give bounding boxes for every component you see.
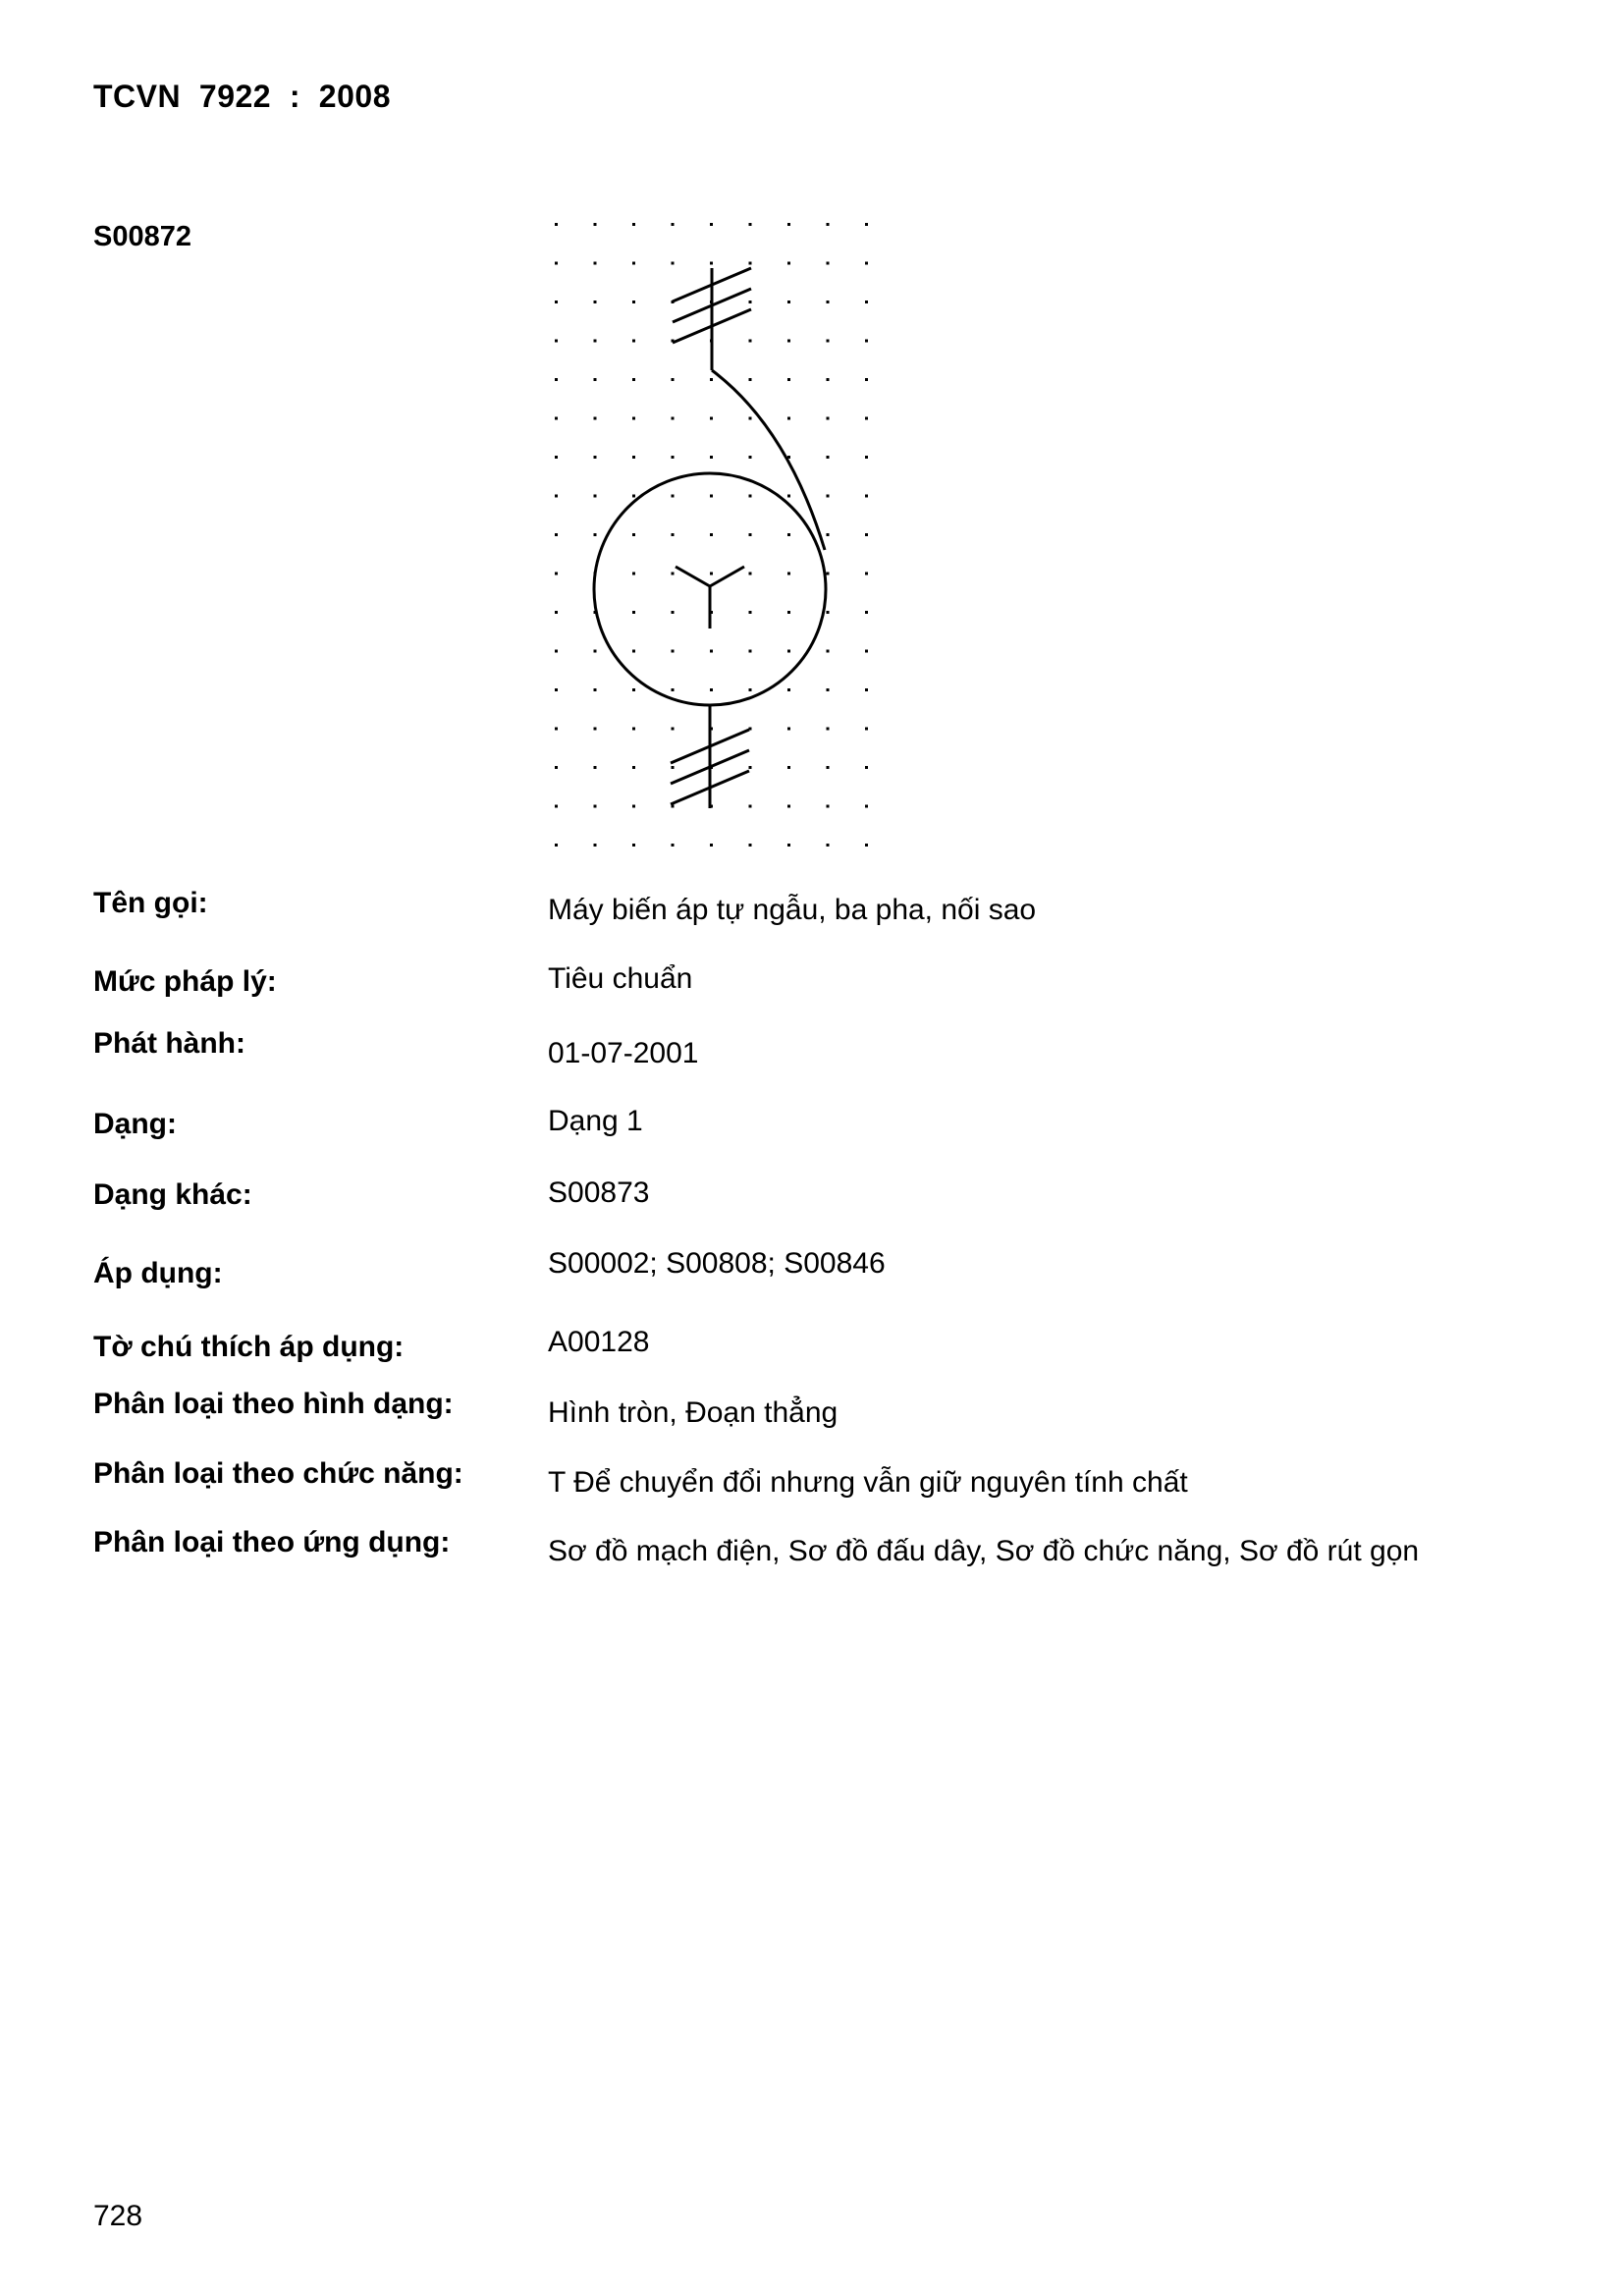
grid-dot [827, 495, 830, 498]
grid-dot [594, 805, 597, 808]
grid-dot [710, 844, 713, 847]
grid-dot [672, 262, 675, 265]
grid-dot [710, 573, 713, 575]
grid-dot [632, 378, 635, 381]
grid-dot [749, 262, 752, 265]
symbol-code: S00872 [93, 221, 191, 252]
grid-dot [827, 417, 830, 420]
grid-dot [672, 650, 675, 653]
grid-dot [749, 533, 752, 536]
grid-dot [710, 495, 713, 498]
field-name-value: Máy biến áp tự ngẫu, ba pha, nối sao [548, 894, 1037, 926]
grid-dot [594, 688, 597, 691]
grid-dot [865, 456, 868, 459]
grid-dot [632, 844, 635, 847]
field-other-form-label: Dạng khác: [93, 1178, 252, 1211]
field-application-class-label: Phân loại theo ứng dụng: [93, 1526, 451, 1558]
grid-dot [555, 533, 558, 536]
grid-dot [672, 417, 675, 420]
grid-dot [555, 805, 558, 808]
grid-dot [555, 844, 558, 847]
grid-dot [787, 766, 790, 769]
grid-dot [749, 844, 752, 847]
grid-dot [827, 611, 830, 614]
grid-dot [865, 262, 868, 265]
grid-dot [827, 573, 830, 575]
grid-dot [555, 766, 558, 769]
page-header-title: TCVN 7922 : 2008 [93, 79, 391, 114]
grid-dot [865, 650, 868, 653]
grid-dot [865, 573, 868, 575]
grid-dot [865, 766, 868, 769]
grid-dot [827, 805, 830, 808]
grid-dot [787, 262, 790, 265]
grid-dot [865, 805, 868, 808]
grid-dot [749, 223, 752, 226]
grid-dot [594, 728, 597, 731]
grid-dot [672, 844, 675, 847]
grid-dot [672, 456, 675, 459]
grid-dot [827, 301, 830, 303]
grid-dot [672, 688, 675, 691]
field-function-class-value: T Để chuyển đổi nhưng vẫn giữ nguyên tính chất [548, 1466, 1188, 1499]
grid-dot [827, 728, 830, 731]
field-shape-class-value: Hình tròn, Đoạn thẳng [548, 1396, 839, 1429]
field-annotation-sheet-value: A00128 [548, 1326, 650, 1358]
grid-dot [632, 340, 635, 343]
grid-dot [594, 262, 597, 265]
grid-dot [865, 728, 868, 731]
grid-dot [672, 495, 675, 498]
field-shape-class-label: Phân loại theo hình dạng: [93, 1388, 454, 1420]
grid-dot [749, 688, 752, 691]
grid-dot [632, 650, 635, 653]
grid-dot [594, 223, 597, 226]
grid-dot [672, 766, 675, 769]
grid-dot [710, 533, 713, 536]
grid-dot [710, 456, 713, 459]
grid-dot [865, 378, 868, 381]
grid-dot [787, 650, 790, 653]
grid-dot [555, 378, 558, 381]
grid-dot [555, 650, 558, 653]
grid-dot [827, 262, 830, 265]
field-name-label: Tên gọi: [93, 887, 208, 919]
grid-dot [672, 533, 675, 536]
grid-dot [749, 301, 752, 303]
grid-dot [865, 688, 868, 691]
grid-dot [787, 340, 790, 343]
autotransformer-symbol-icon [594, 268, 826, 808]
field-other-form-value: S00873 [548, 1176, 650, 1209]
grid-dot [749, 456, 752, 459]
grid-dot [827, 378, 830, 381]
grid-dot [555, 688, 558, 691]
grid-dot [632, 805, 635, 808]
grid-dot [749, 495, 752, 498]
grid-dot [749, 766, 752, 769]
grid-dot [594, 495, 597, 498]
grid-dot [594, 378, 597, 381]
grid-dot [827, 650, 830, 653]
grid-dot [787, 378, 790, 381]
grid-dot [555, 262, 558, 265]
grid-dot [710, 417, 713, 420]
grid-dot [787, 533, 790, 536]
grid-dot [710, 262, 713, 265]
grid-dot [632, 301, 635, 303]
grid-dot [827, 223, 830, 226]
grid-dot [672, 223, 675, 226]
grid-dot [827, 456, 830, 459]
grid-dot [749, 378, 752, 381]
star-right-arm [710, 567, 744, 586]
field-issued-value: 01-07-2001 [548, 1037, 699, 1069]
grid-dot [865, 223, 868, 226]
grid-dot [787, 728, 790, 731]
grid-dot [555, 223, 558, 226]
grid-dot [865, 533, 868, 536]
grid-dot [632, 533, 635, 536]
grid-dot [555, 456, 558, 459]
grid-dot [632, 766, 635, 769]
field-annotation-sheet-label: Tờ chú thích áp dụng: [93, 1331, 405, 1363]
grid-dot [749, 650, 752, 653]
grid-dot [865, 844, 868, 847]
field-application-class-value: Sơ đồ mạch điện, Sơ đồ đấu dây, Sơ đồ chức năng, Sơ đồ rút gọn [548, 1535, 1420, 1567]
grid-dot [827, 766, 830, 769]
field-form-label: Dạng: [93, 1108, 177, 1140]
grid-dot [710, 688, 713, 691]
grid-dot [749, 573, 752, 575]
grid-dot [632, 262, 635, 265]
auto-tap-curve [712, 370, 825, 550]
grid-dot [787, 417, 790, 420]
grid-dot [632, 223, 635, 226]
star-left-arm [676, 567, 710, 586]
grid-dot [865, 417, 868, 420]
grid-dot [865, 611, 868, 614]
grid-dot [594, 766, 597, 769]
field-apply-value: S00002; S00808; S00846 [548, 1247, 886, 1280]
grid-dot [865, 495, 868, 498]
grid-dot [787, 223, 790, 226]
grid-dot [787, 844, 790, 847]
grid-dot [632, 688, 635, 691]
grid-dot [672, 728, 675, 731]
grid-dot [555, 728, 558, 731]
grid-dot [632, 456, 635, 459]
grid-dot [594, 456, 597, 459]
field-legal-level-value: Tiêu chuẩn [548, 962, 693, 995]
grid-dot [632, 417, 635, 420]
grid-dot [827, 844, 830, 847]
grid-dot [749, 611, 752, 614]
grid-dot [594, 340, 597, 343]
grid-dot [787, 301, 790, 303]
grid-dot [827, 688, 830, 691]
grid-dot [555, 495, 558, 498]
grid-dot [594, 650, 597, 653]
grid-dot [865, 340, 868, 343]
field-issued-label: Phát hành: [93, 1027, 245, 1060]
grid-dot [787, 495, 790, 498]
grid-dot [594, 844, 597, 847]
field-legal-level-label: Mức pháp lý: [93, 965, 277, 998]
grid-dot [710, 223, 713, 226]
grid-dot [555, 417, 558, 420]
grid-dot [749, 340, 752, 343]
grid-dot [787, 688, 790, 691]
grid-dot [787, 573, 790, 575]
grid-dot [749, 805, 752, 808]
grid-dot [672, 573, 675, 575]
field-apply-label: Áp dụng: [93, 1257, 223, 1289]
grid-dot [787, 805, 790, 808]
grid-dot [555, 611, 558, 614]
grid-dot [594, 533, 597, 536]
grid-dot [555, 301, 558, 303]
page-number: 728 [93, 2200, 143, 2232]
field-function-class-label: Phân loại theo chức năng: [93, 1457, 463, 1490]
field-form-value: Dạng 1 [548, 1105, 643, 1137]
grid-dot [555, 573, 558, 575]
symbol-figure [530, 201, 903, 869]
grid-dot [632, 573, 635, 575]
grid-dot [632, 728, 635, 731]
grid-dot [749, 417, 752, 420]
grid-dot [594, 417, 597, 420]
grid-dot [787, 611, 790, 614]
grid-dot [710, 650, 713, 653]
grid-dot [594, 301, 597, 303]
grid-dot [632, 495, 635, 498]
grid-dot [865, 301, 868, 303]
grid-dot [827, 340, 830, 343]
grid-dot [827, 533, 830, 536]
grid-dot [672, 611, 675, 614]
grid-dot [710, 378, 713, 381]
grid-dot [632, 611, 635, 614]
grid-dot [672, 378, 675, 381]
grid-dot [555, 340, 558, 343]
